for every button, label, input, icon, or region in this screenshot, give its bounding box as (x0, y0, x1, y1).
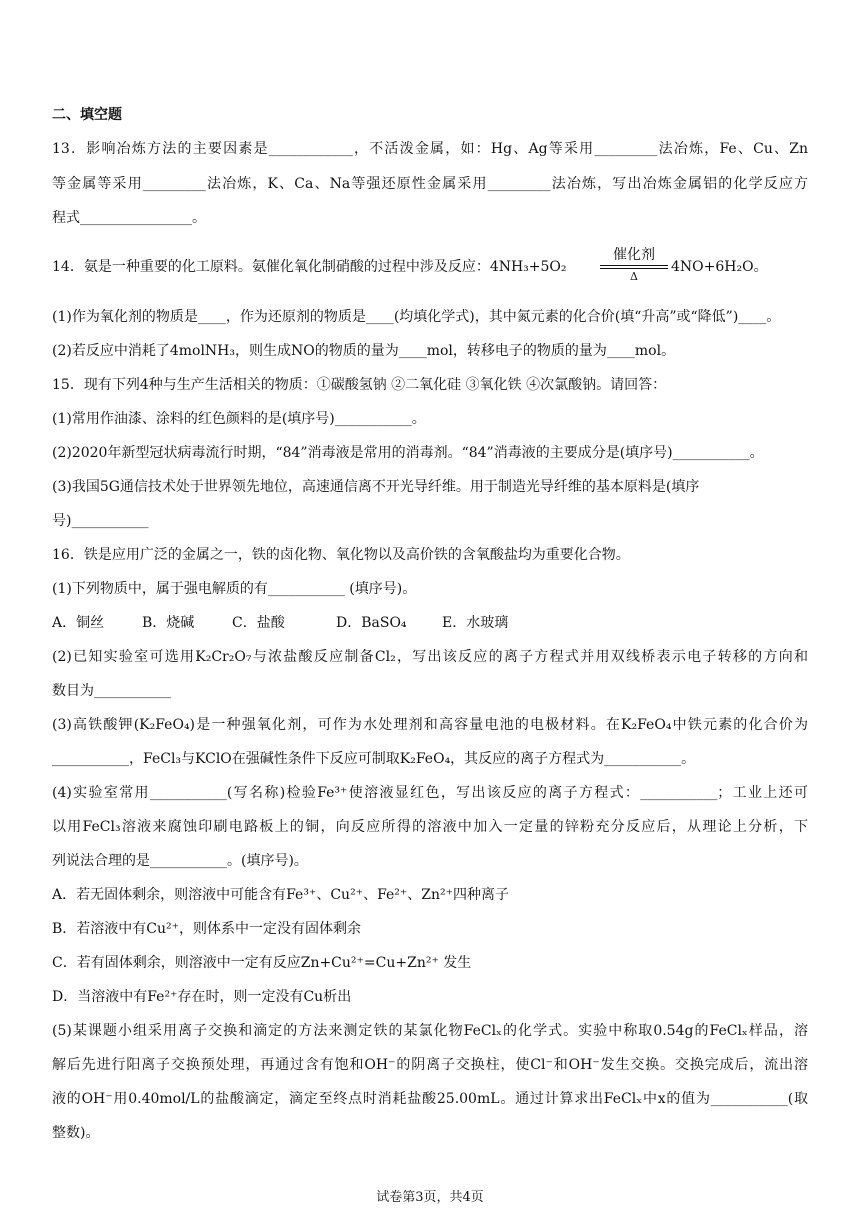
question-15-part-3-line-1: (3)我国5G通信技术处于世界领先地位，高速通信离不开光导纤维。用于制造光导纤维的基本原料是(填序 (52, 479, 700, 495)
option-a: A．铜丝 (52, 615, 105, 631)
equals-bar-top (600, 265, 668, 266)
question-16-part-1: (1)下列物质中，属于强电解质的有___________ (填序号)。 (52, 581, 417, 597)
question-15-part-2: (2)2020年新型冠状病毒流行时期，“84”消毒液是常用的消毒剂。“84”消毒液的主要成分是(填序号)___________。 (52, 445, 764, 461)
question-16-part-5-line-1: (5)某课题小组采用离子交换和滴定的方法来测定铁的某氯化物FeClₓ的化学式。实验中称取0.54g的FeClₓ样品，溶 (52, 1023, 808, 1039)
question-14-products: 4NO+6H₂O。 (671, 259, 768, 275)
question-16-part-5-line-2: 解后先进行阳离子交换预处理，再通过含有饱和OH⁻的阴离子交换柱，使Cl⁻和OH⁻发生交换。交换完成后，流出溶 (52, 1057, 808, 1073)
question-15-part-3-line-2: 号)___________ (52, 513, 149, 529)
heat-label: Δ (630, 270, 638, 283)
question-16-part-2-line-1: (2)已知实验室可选用K₂Cr₂O₇与浓盐酸反应制备Cl₂，写出该反应的离子方程式并用双线桥表示电子转移的方向和 (52, 649, 808, 665)
page-footer: 试卷第3页，共4页 (376, 1190, 484, 1205)
question-16-part-4-line-3: 列说法合理的是___________。(填序号)。 (52, 853, 308, 869)
question-14-lead: 14．氨是一种重要的化工原料。氨催化氧化制硝酸的过程中涉及反应：4NH₃+5O₂ (52, 259, 567, 275)
question-16-part-3-line-2: ___________，FeCl₃与KClO在强碱性条件下反应可制取K₂FeO₄，其反应的离子方程式为___________。 (52, 751, 696, 767)
question-16-part-4-line-2: 以用FeCl₃溶液来腐蚀印刷电路板上的铜，向反应所得的溶液中加入一定量的锌粉充分反应后，从理论上分析，下 (52, 819, 808, 835)
option-d: D．BaSO₄ (336, 615, 407, 631)
question-15-part-1: (1)常用作油漆、涂料的红色颜料的是(填序号)___________。 (52, 411, 426, 427)
equals-bar-bottom (600, 268, 668, 269)
question-14-part-1: (1)作为氧化剂的物质是____，作为还原剂的物质是____(均填化学式)，其中氮元素的化合价(填“升高”或“降低”)____。 (52, 309, 781, 325)
question-16-part-4-option-c: C．若有固体剩余，则溶液中一定有反应Zn+Cu²⁺=Cu+Zn²⁺ 发生 (52, 955, 472, 971)
option-e: E．水玻璃 (442, 615, 509, 631)
question-13-line-2: 等金属等采用_________法冶炼，K、Ca、Na等强还原性金属采用_________法冶炼，写出冶炼金属铝的化学反应方 (52, 176, 808, 192)
question-16-part-5-line-3: 液的OH⁻用0.40mol/L的盐酸滴定，滴定至终点时消耗盐酸25.00mL。通过计算求出FeClₓ中x的值为___________(取 (52, 1091, 808, 1107)
question-14-part-2: (2)若反应中消耗了4molNH₃，则生成NO的物质的量为____mol，转移电子的物质的量为____mol。 (52, 343, 676, 359)
question-16-part-4-option-a: A．若无固体剩余，则溶液中可能含有Fe³⁺、Cu²⁺、Fe²⁺、Zn²⁺四种离子 (52, 887, 510, 903)
question-13-line-1: 13．影响冶炼方法的主要因素是____________，不活泼金属，如：Hg、Ag等采用_________法冶炼，Fe、Cu、Zn (52, 141, 808, 157)
section-title: 二、填空题 (52, 107, 122, 123)
question-16-part-4-option-b: B．若溶液中有Cu²⁺，则体系中一定没有固体剩余 (52, 921, 362, 937)
question-16-part-2-line-2: 数目为___________ (52, 683, 171, 699)
question-16-part-1-options (52, 614, 808, 632)
question-16-part-3-line-1: (3)高铁酸钾(K₂FeO₄)是一种强氧化剂，可作为水处理剂和高容量电池的电极材料。在K₂FeO₄中铁元素的化合价为 (52, 717, 808, 733)
question-13-line-3: 程式________________。 (52, 210, 206, 226)
catalyst-label: 催化剂 (613, 247, 655, 263)
question-16-part-4-option-d: D．当溶液中有Fe²⁺存在时，则一定没有Cu析出 (52, 989, 352, 1005)
option-c: C．盐酸 (232, 615, 285, 631)
question-16: 16．铁是应用广泛的金属之一，铁的卤化物、氧化物以及高价铁的含氧酸盐均为重要化合物。 (52, 547, 630, 563)
question-16-part-5-line-4: 整数)。 (52, 1125, 100, 1141)
question-16-part-4-line-1: (4)实验室常用___________(写名称)检验Fe³⁺使溶液显红色，写出该反应的离子方程式：___________；工业上还可 (52, 785, 808, 801)
question-15: 15．现有下列4种与生产生活相关的物质：①碳酸氢钠 ②二氧化硅 ③氧化铁 ④次氯酸钠。请回答： (52, 377, 667, 393)
option-b: B．烧碱 (142, 615, 195, 631)
reaction-condition-arrow (600, 246, 668, 286)
